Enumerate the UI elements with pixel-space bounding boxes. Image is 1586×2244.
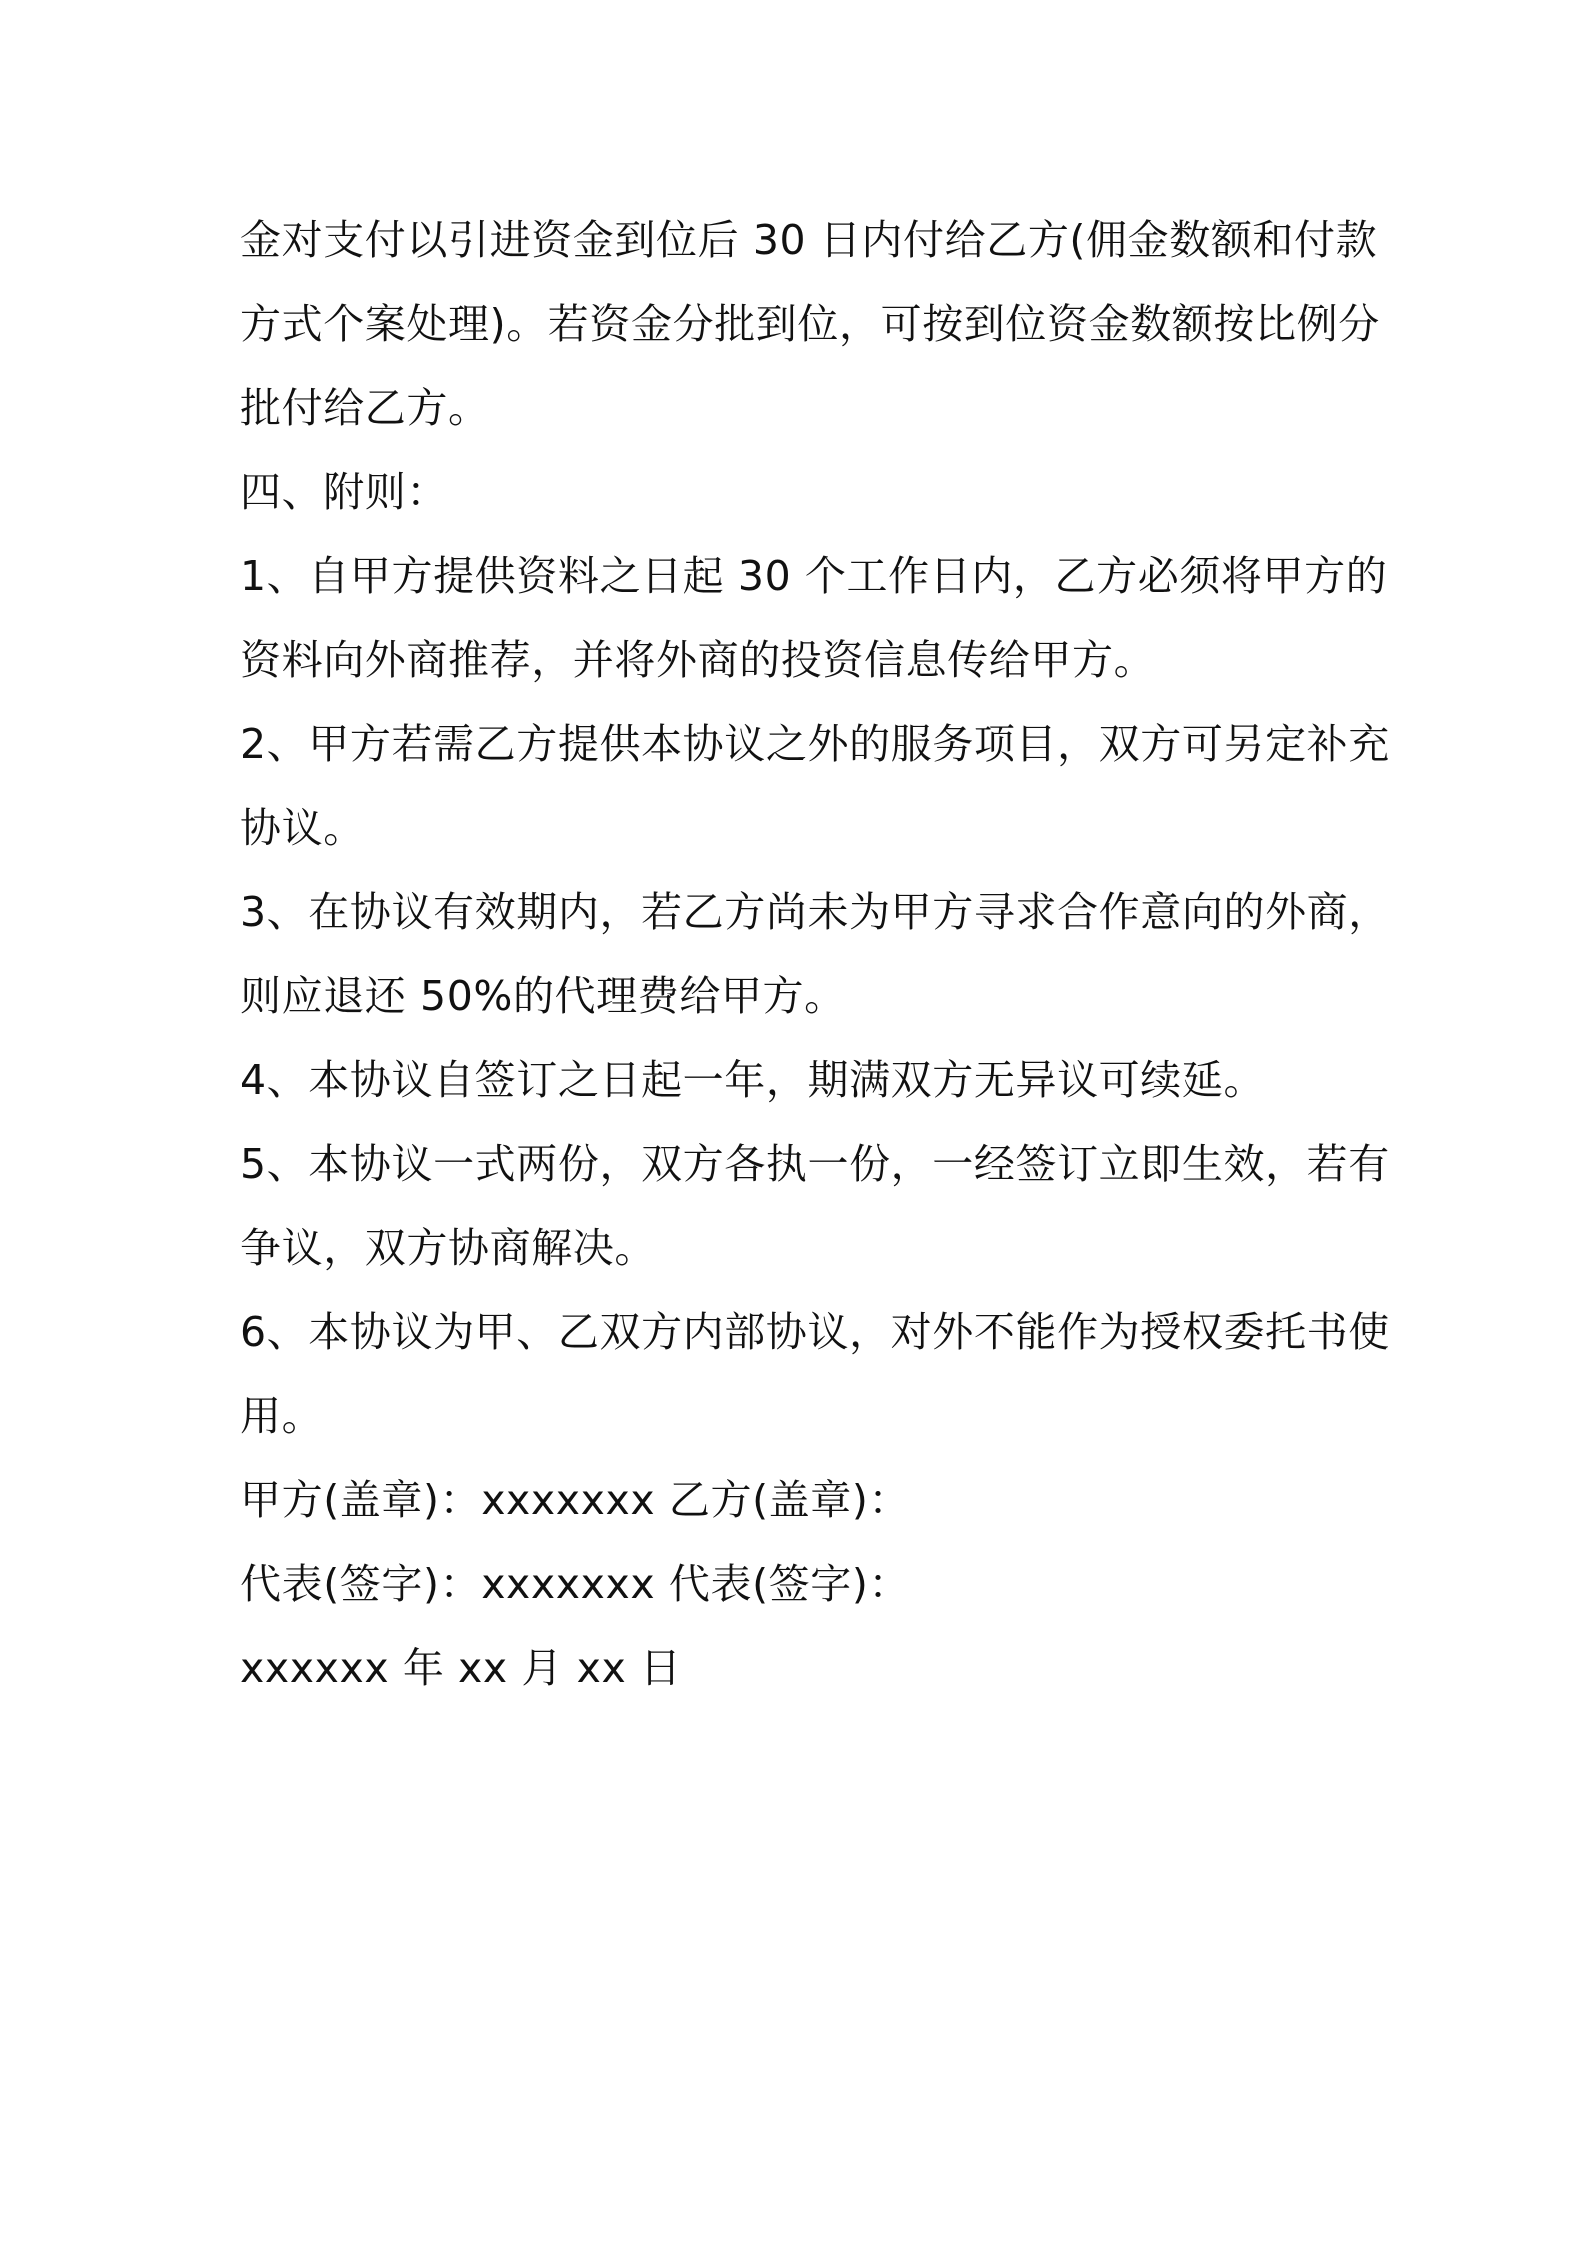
signature-representative-line: 代表(签字)：xxxxxxx 代表(签字)： <box>240 1560 911 1608</box>
clause-6-line-2: 用。 <box>240 1392 324 1440</box>
clause-3-line-2: 则应退还 50%的代理费给甲方。 <box>240 972 846 1020</box>
clause-2-line-1: 2、甲方若需乙方提供本协议之外的服务项目，双方可另定补充 <box>240 720 1390 768</box>
clause-3-line-1: 3、在协议有效期内，若乙方尚未为甲方寻求合作意向的外商， <box>240 888 1390 936</box>
paragraph-commission-payment-line-2: 方式个案处理)。若资金分批到位，可按到位资金数额按比例分 <box>240 300 1380 348</box>
clause-1-line-1: 1、自甲方提供资料之日起 30 个工作日内，乙方必须将甲方的 <box>240 552 1388 600</box>
clause-1-line-2: 资料向外商推荐，并将外商的投资信息传给甲方。 <box>240 636 1156 684</box>
paragraph-commission-payment-line-1: 金对支付以引进资金到位后 30 日内付给乙方(佣金数额和付款 <box>240 216 1378 264</box>
clause-5-line-1: 5、本协议一式两份，双方各执一份，一经签订立即生效，若有 <box>240 1140 1390 1188</box>
section-heading-supplementary-provisions: 四、附则： <box>240 468 448 516</box>
signature-seal-line: 甲方(盖章)：xxxxxxx 乙方(盖章)： <box>240 1476 911 1524</box>
clause-2-line-2: 协议。 <box>240 804 365 852</box>
clause-5-line-2: 争议，双方协商解决。 <box>240 1224 656 1272</box>
document-body <box>240 198 1390 1710</box>
signature-date-line: xxxxxx 年 xx 月 xx 日 <box>240 1644 682 1692</box>
clause-6-line-1: 6、本协议为甲、乙双方内部协议，对外不能作为授权委托书使 <box>240 1308 1390 1356</box>
clause-4: 4、本协议自签订之日起一年，期满双方无异议可续延。 <box>240 1056 1266 1104</box>
paragraph-commission-payment-line-3: 批付给乙方。 <box>240 384 490 432</box>
